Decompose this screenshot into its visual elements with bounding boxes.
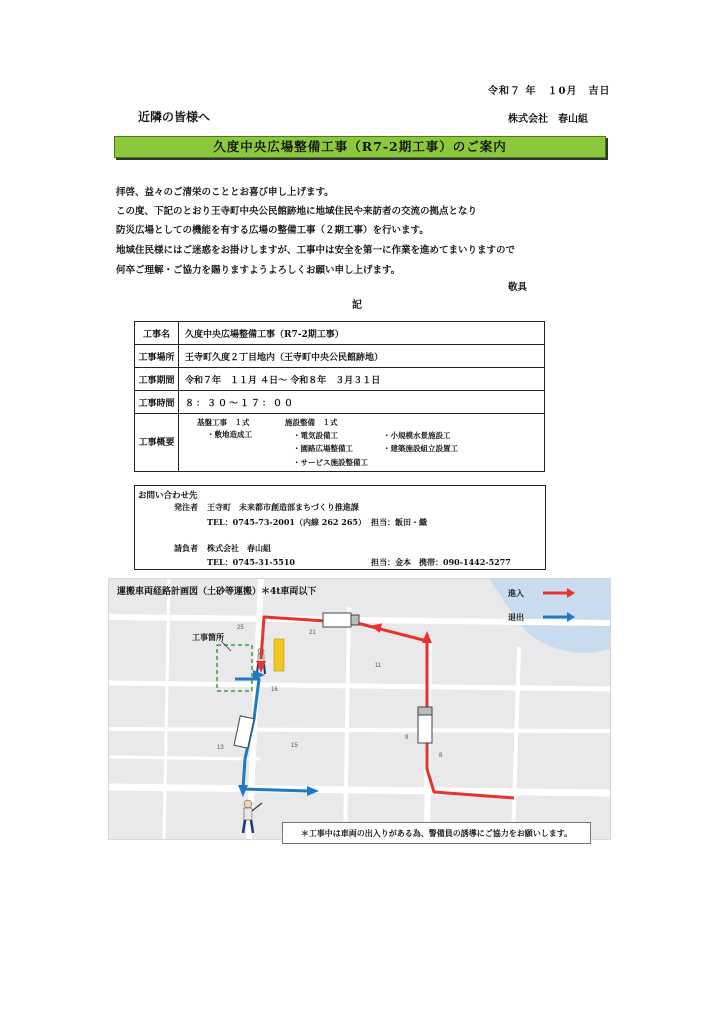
contractor-tel: TEL：0745-31-5510: [207, 557, 295, 567]
block-number: 21: [309, 630, 316, 636]
orderer-label: 発注者: [174, 502, 198, 512]
legend-entry-label: 進入: [508, 588, 524, 598]
truck-icon: [418, 707, 432, 743]
overview-electric: ・電気設備工: [293, 431, 338, 440]
construction-period: 令和７年 １１月 ４日～ 令和８年 ３月３１日: [179, 368, 545, 391]
contractor-label: 請負者: [174, 543, 198, 553]
greeting-line-1: 拝啓、益々のご清栄のこととお喜び申し上げます。: [116, 187, 334, 198]
block-number: 11: [375, 663, 382, 669]
time-label: 工事時間: [135, 391, 179, 414]
greeting-line-3: 防災広場としての機能を有する広場の整備工事（２期工事）を行います。: [116, 225, 429, 236]
contact-title: お問い合わせ先: [138, 491, 198, 501]
construction-time: ８：３０～１７：００: [179, 391, 545, 414]
entry-route: [261, 617, 514, 798]
overview-cell: [179, 414, 545, 472]
period-label: 工事期間: [135, 368, 179, 391]
table-row: [135, 368, 545, 391]
table-row: [135, 391, 545, 414]
table-row: [135, 345, 545, 368]
contact-box: [134, 485, 546, 570]
road: [109, 757, 259, 759]
document-title: 久度中央広場整備工事（R7-2期工事）のご案内: [114, 136, 606, 158]
construction-place: 王寺町久度２丁目地内（王寺町中央公民館跡地）: [179, 345, 545, 368]
construction-name: 久度中央広場整備工事（R7-2期工事）: [179, 322, 545, 345]
block-number: 13: [217, 745, 224, 751]
recipient: 近隣の皆様へ: [138, 110, 211, 124]
safety-note: ＊工事中は車両の出入りがある為、警備員の誘導にご協力をお願いします。: [282, 822, 591, 844]
road: [109, 787, 610, 793]
orderer-tel: TEL：0745-73-2001（内線 262 265）: [207, 517, 366, 527]
orderer-person: 担当：飯田・織: [371, 517, 427, 527]
overview-service: ・サービス施設整備工: [293, 458, 368, 467]
contractor-name: 株式会社 春山組: [207, 543, 271, 553]
block-number: 9: [405, 735, 409, 741]
block-number: 16: [271, 687, 278, 693]
route-map-graphic: [109, 579, 610, 839]
block-number: 15: [291, 743, 298, 749]
contractor-person: 担当：金本 携帯：090-1442-5277: [371, 557, 511, 567]
overview-building: ・建築施設組立設置工: [383, 444, 458, 453]
block-number: 8: [439, 753, 443, 759]
name-label: 工事名: [135, 322, 179, 345]
greeting-line-4: 地域住民様にはご迷惑をお掛けしますが、工事中は安全を第一に作業を進めてまいりますので: [116, 245, 516, 256]
truck-icon: [323, 613, 359, 627]
company-name: 株式会社 春山組: [508, 114, 588, 125]
table-row: [135, 414, 545, 472]
orderer-name: 王寺町 未来都市創造部まちづくり推進課: [207, 502, 359, 512]
overview-garden: ・園路広場整備工: [293, 444, 353, 453]
greeting-line-2: この度、下記のとおり王寺町中央公民館跡地に地域住民や来訪者の交流の拠点となり: [116, 206, 478, 217]
overview-site-prep: ・敷地造成工: [207, 430, 252, 439]
place-label: 工事場所: [135, 345, 179, 368]
closing-word: 敬具: [508, 282, 528, 293]
construction-info-table: [134, 321, 545, 472]
overview-basic: 基盤工事 １式: [197, 418, 250, 427]
legend-exit-label: 退出: [508, 612, 524, 622]
site-label: 工事箇所: [192, 632, 224, 642]
greeting-line-5: 何卒ご理解・ご協力を賜りますようよろしくお願い申し上げます。: [116, 265, 401, 276]
road: [109, 729, 610, 731]
table-row: [135, 322, 545, 345]
overview-label-cell: [135, 414, 179, 472]
road: [345, 609, 349, 839]
route-map: [108, 578, 611, 840]
overview-water: ・小規模水景施設工: [383, 431, 451, 440]
overview-label: 工事概要: [138, 438, 175, 448]
map-title: 運搬車両経路計画図（土砂等運搬）＊4t車両以下: [117, 587, 317, 597]
ki-heading: 記: [352, 300, 362, 311]
document-date: 令和７ 年 １0月 吉日: [488, 86, 611, 97]
overview-box: [179, 414, 544, 470]
overview-facility: 施設整備 １式: [285, 418, 338, 427]
road: [109, 683, 610, 689]
block-number: 25: [237, 625, 244, 631]
road: [513, 649, 519, 839]
signboard-icon: [274, 639, 284, 671]
